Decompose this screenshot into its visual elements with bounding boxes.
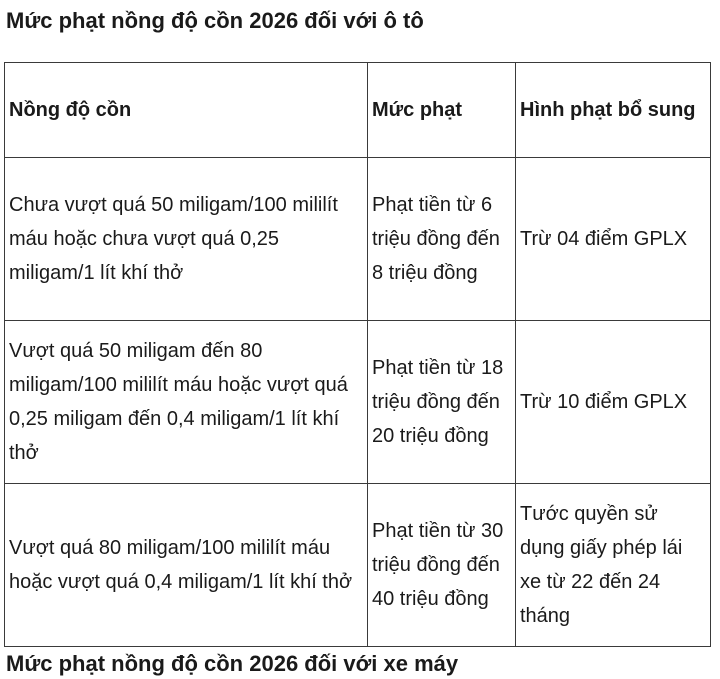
alcohol-level-cell: Vượt quá 80 miligam/100 mililít máu hoặc vượt quá 0,4 miligam/1 lít khí thở xyxy=(5,484,368,647)
fine-cell: Phạt tiền từ 6 triệu đồng đến 8 triệu đồng xyxy=(368,158,516,321)
alcohol-level-cell: Vượt quá 50 miligam đến 80 miligam/100 mililít máu hoặc vượt quá 0,25 miligam đến 0,4 miligam/1 lít khí thở xyxy=(5,321,368,484)
table-row xyxy=(5,158,711,321)
table-row xyxy=(5,484,711,647)
header-alcohol-level: Nồng độ cồn xyxy=(5,63,368,158)
fine-cell: Phạt tiền từ 30 triệu đồng đến 40 triệu đồng xyxy=(368,484,516,647)
page-title: Mức phạt nồng độ cồn 2026 đối với ô tô xyxy=(6,8,424,33)
header-fine: Mức phạt xyxy=(368,63,516,158)
additional-penalty-cell: Trừ 10 điểm GPLX xyxy=(516,321,711,484)
header-additional-penalty: Hình phạt bổ sung xyxy=(516,63,711,158)
additional-penalty-cell: Trừ 04 điểm GPLX xyxy=(516,158,711,321)
table-row xyxy=(5,321,711,484)
table-header-row xyxy=(5,63,711,158)
alcohol-level-cell: Chưa vượt quá 50 miligam/100 mililít máu hoặc chưa vượt quá 0,25 miligam/1 lít khí thở xyxy=(5,158,368,321)
penalty-table xyxy=(4,62,711,647)
next-section-title: Mức phạt nồng độ cồn 2026 đối với xe máy xyxy=(6,651,459,676)
additional-penalty-cell: Tước quyền sử dụng giấy phép lái xe từ 22 đến 24 tháng xyxy=(516,484,711,647)
fine-cell: Phạt tiền từ 18 triệu đồng đến 20 triệu đồng xyxy=(368,321,516,484)
